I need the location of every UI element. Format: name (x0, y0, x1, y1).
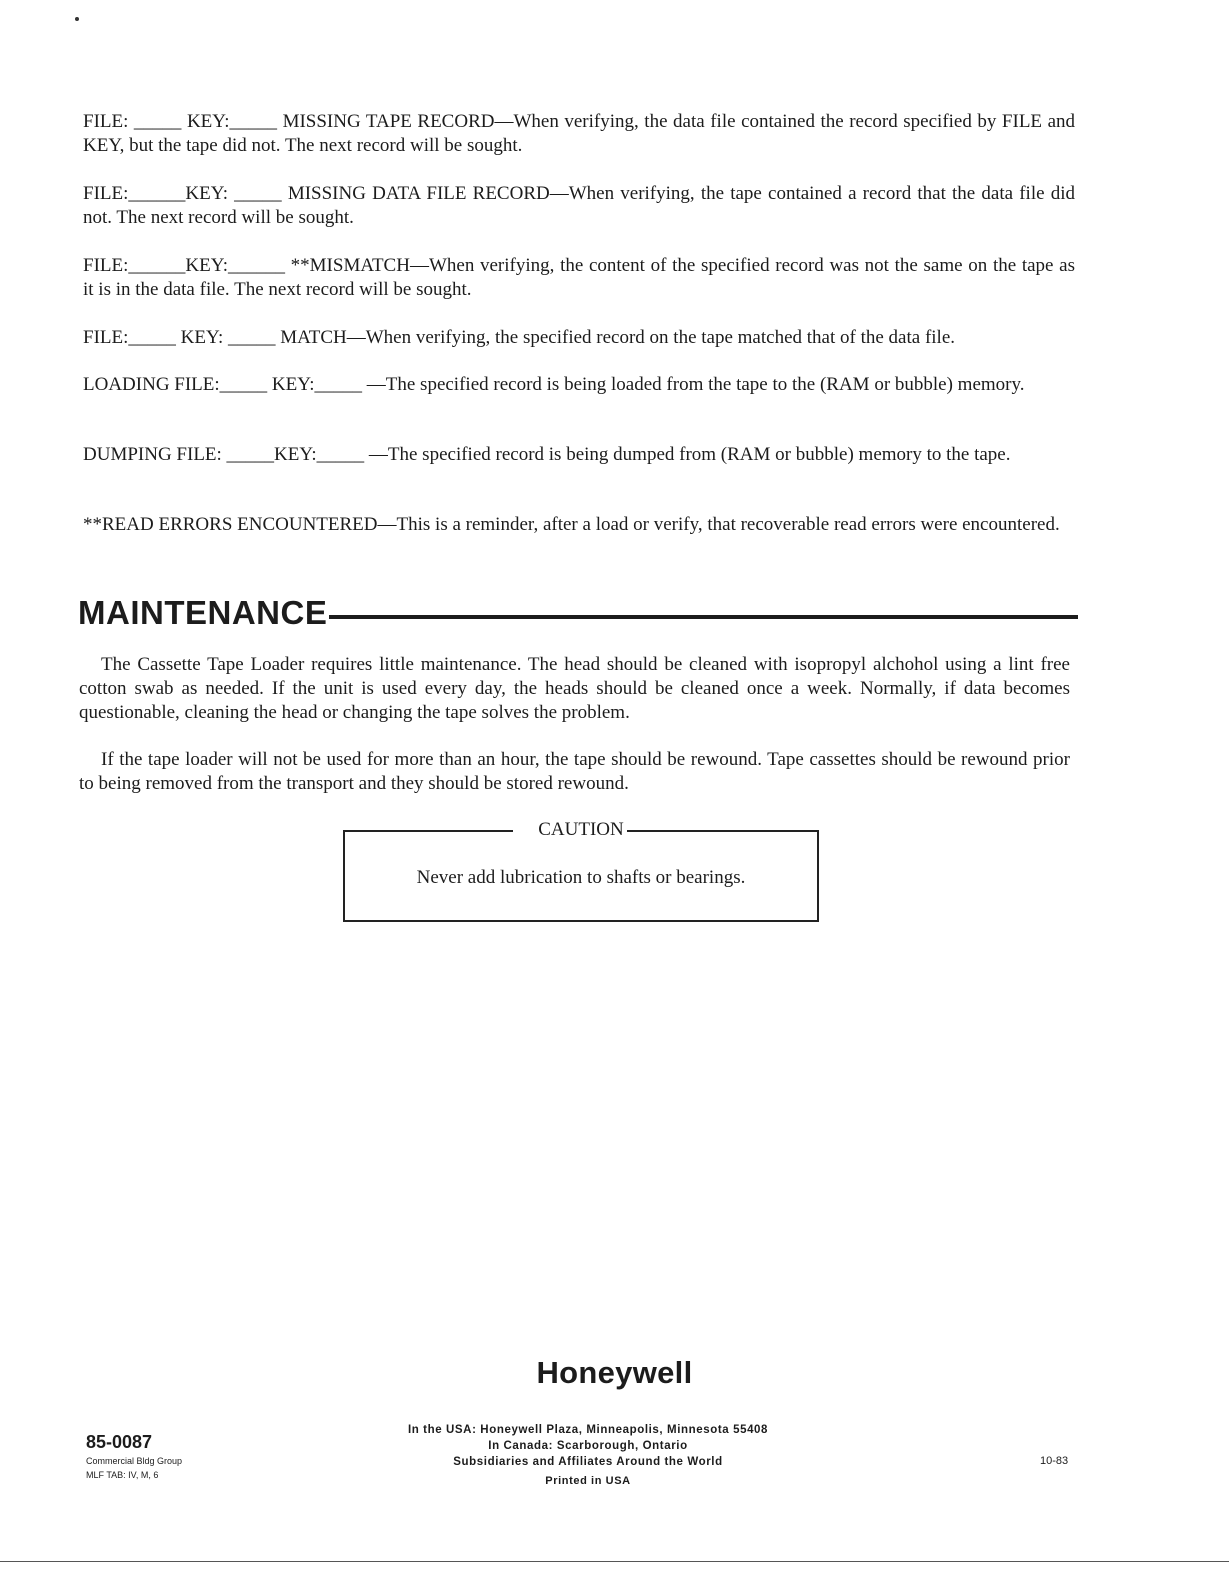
address-block (0, 1422, 1176, 1470)
message-missing-tape-record: FILE: _____ KEY:_____ MISSING TAPE RECORD—When verifying, the data file contained the record specified by FILE and KEY, but the tape did not. The next record will be sought. (83, 111, 1075, 156)
message-match: FILE:_____ KEY: _____ MATCH—When verifying, the specified record on the tape matched that of the data file. (83, 327, 956, 348)
tab-code: MLF TAB: IV, M, 6 (86, 1470, 159, 1480)
message-dumping-file: DUMPING FILE: _____KEY:_____ —The specified record is being dumped from (RAM or bubble) memory to the tape. (83, 444, 1011, 465)
maintenance-heading (78, 589, 1078, 637)
caution-text: Never add lubrication to shafts or bearings. (416, 867, 746, 888)
message-mismatch: FILE:______KEY:______ **MISMATCH—When verifying, the content of the specified record was not the same on the tape as it is in the data file. The next record will be sought. (83, 255, 1075, 300)
message-missing-data-file-record: FILE:______KEY: _____ MISSING DATA FILE RECORD—When verifying, the tape contained a record that the data file did not. The next record will be sought. (83, 183, 1075, 228)
address-canada: In Canada: Scarborough, Ontario (488, 1440, 688, 1452)
maintenance-paragraph-2: If the tape loader will not be used for more than an hour, the tape should be rewound. Tape cassettes should be rewound prior to being removed from the transport and they should be stored rewound. (79, 749, 1070, 794)
maintenance-paragraph-1: The Cassette Tape Loader requires little maintenance. The head should be cleaned with isopropyl alchohol using a lint free cotton swab as needed. If the unit is used every day, the heads should be cleaned once a week. Normally, if data becomes questionable, cleaning the head or changing the tape solves the problem. (79, 654, 1070, 723)
caution-title: CAUTION (538, 819, 624, 840)
date-code: 10-83 (1040, 1455, 1069, 1467)
printed-in: Printed in USA (545, 1475, 631, 1487)
message-loading-file: LOADING FILE:_____ KEY:_____ —The specified record is being loaded from the tape to the (RAM or bubble) memory. (83, 374, 1025, 395)
stray-mark (75, 17, 79, 21)
address-usa: In the USA: Honeywell Plaza, Minneapolis, Minnesota 55408 (407, 1424, 769, 1436)
honeywell-logo: Honeywell (536, 1355, 693, 1390)
heading-rule (329, 615, 1078, 619)
group-name: Commercial Bldg Group (86, 1456, 183, 1466)
address-subsidiaries: Subsidiaries and Affiliates Around the World (453, 1456, 723, 1468)
caution-box (343, 819, 819, 922)
maintenance-title: MAINTENANCE (78, 594, 328, 631)
bottom-edge-rule (0, 1561, 1229, 1562)
document-number: 85-0087 (86, 1432, 153, 1452)
message-read-errors: **READ ERRORS ENCOUNTERED—This is a reminder, after a load or verify, that recoverable read errors were encountered. (83, 514, 1060, 535)
